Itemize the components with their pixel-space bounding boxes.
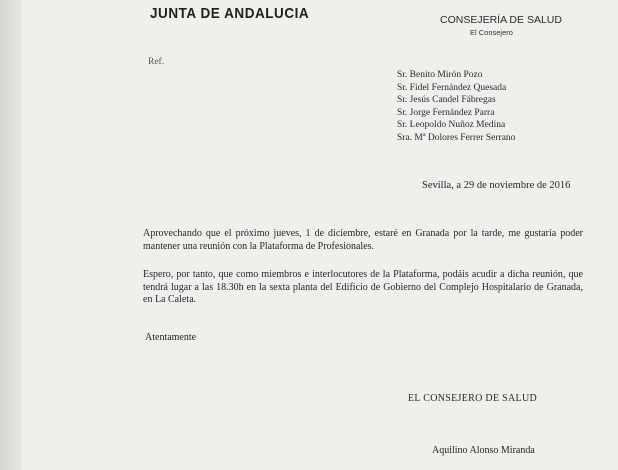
signature-title: EL CONSEJERO DE SALUD [408, 393, 537, 404]
letterhead-office: El Consejero [470, 28, 513, 37]
page-edge-shadow [0, 0, 22, 470]
recipient-list [397, 69, 515, 144]
recipient-item: Sra. Mª Dolores Ferrer Serrano [397, 132, 516, 143]
recipient-item: Sr. Fidel Fernández Quesada [397, 82, 507, 93]
signature-name: Aquilino Alonso Miranda [432, 445, 535, 456]
body-paragraph-1: Aprovechando que el próximo jueves, 1 de diciembre, estaré en Granada por la tarde, me gustaría poder mantener una reunión con la Plataforma de Profesionales. [143, 228, 583, 252]
letterhead-org-name: JUNTA DE ANDALUCIA [150, 5, 310, 22]
date-line: Sevilla, a 29 de noviembre de 2016 [422, 180, 571, 191]
recipient-item: Sr. Jorge Fernández Parra [397, 107, 495, 118]
recipient-item: Sr. Leopoldo Nuñoz Medina [397, 120, 506, 130]
letterhead-department: CONSEJERÍA DE SALUD [440, 14, 562, 26]
recipient-item: Sr. Jesús Candel Fábregas [397, 95, 496, 105]
reference-label: Ref. [148, 57, 165, 67]
recipient-item: Sr. Benito Mirón Pozo [397, 70, 483, 80]
body-paragraph-2: Espero, por tanto, que como miembros e interlocutores de la Plataforma, podáis acudir a dicha reunión, que tendrá lugar a las 18.30h en la sexta planta del Edificio de Gobierno del Complejo Hospitalario de Granada, en La Caleta. [143, 269, 583, 305]
closing-salutation: Atentamente [145, 332, 197, 343]
